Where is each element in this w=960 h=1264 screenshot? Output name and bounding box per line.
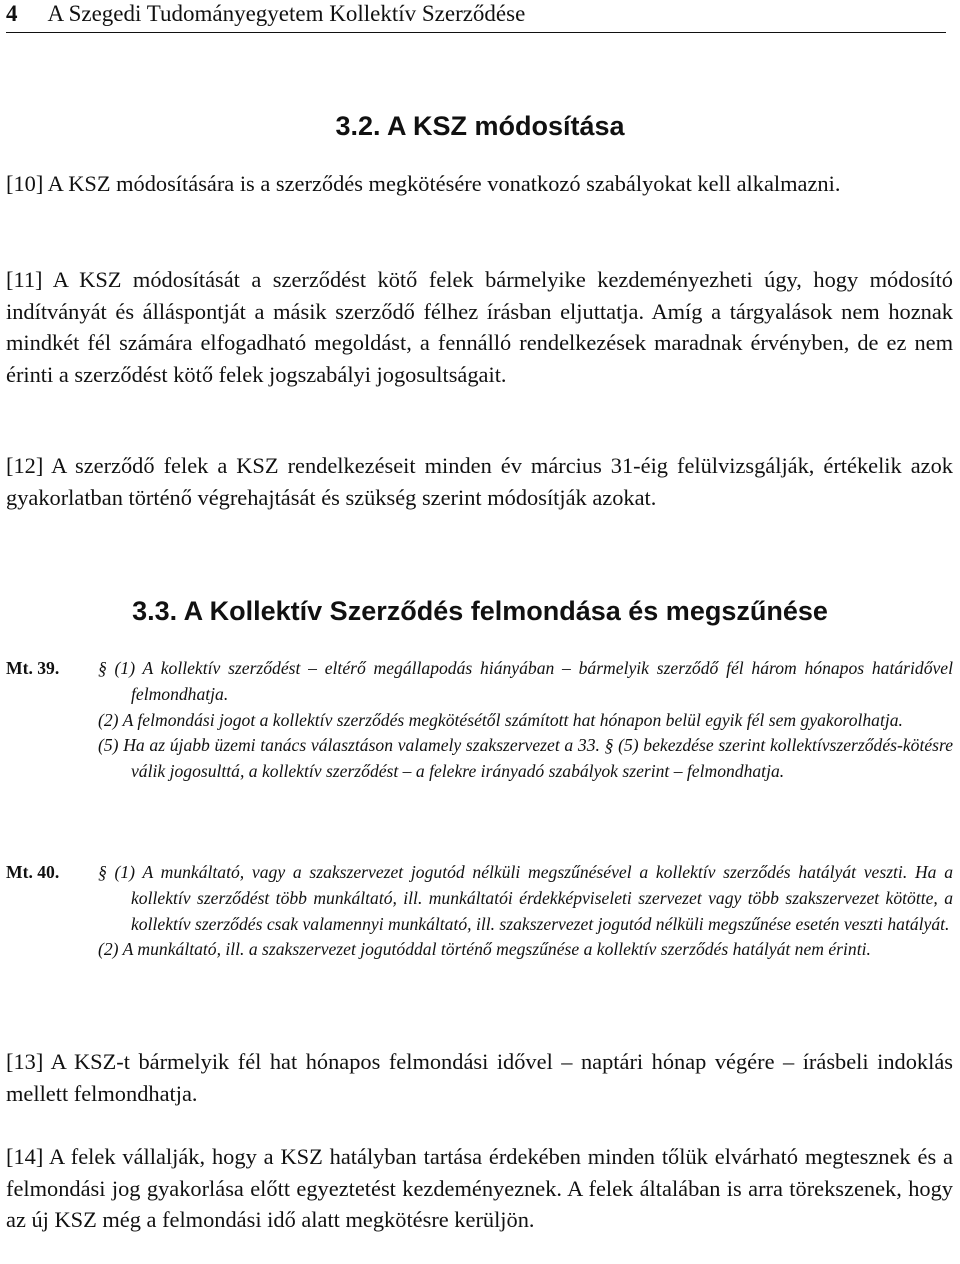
paragraph-14: [14] A felek vállalják, hogy a KSZ hatályban tartása érdekében minden tőlük elvárható megtesznek és a felmondási jog gyakorlása előtt egyeztetést kezdeményeznek. A felek általában is arra törekszenek, hogy az új KSZ még a felmondási idő alatt megkötésre kerüljön.	[6, 1144, 953, 1232]
law-mt-40	[6, 860, 953, 963]
law-label: Mt. 39.	[6, 658, 60, 678]
law-label: Mt. 40.	[6, 862, 60, 882]
law-subsection: (5) Ha az újabb üzemi tanács választáson valamely szakszervezet a 33. § (5) bekezdése szerint kollektívszerződés-kötésre válik jogosulttá, a kollektív szerződést – a felekre irányadó szabályok szerint – felmondhatja.	[98, 735, 953, 782]
running-header	[6, 0, 946, 33]
paragraph-12: [12] A szerződő felek a KSZ rendelkezéseit minden év március 31-éig felülvizsgálják, értékelik azok gyakorlatban történő végrehajtását és szükség szerint módosítják azokat.	[6, 453, 953, 510]
law-subsection: § (1) A kollektív szerződést – eltérő megállapodás hiányában – bármelyik szerződő fél három hónapos határidővel felmondhatja.	[98, 658, 953, 704]
law-subsection: § (1) A munkáltató, vagy a szakszervezet jogutód nélküli megszűnésével a kollektív szerződés hatályát veszti. Ha a kollektív szerződést több munkáltató, ill. munkáltatói érdekképviseleti szervezet vagy több szakszervezet kötötte, a kollektív szerződés csak valamennyi munkáltató, ill. szakszervezet jogutód nélküli megszűnése esetén veszti hatályát.	[98, 862, 953, 934]
page-number: 4	[6, 1, 18, 26]
header-title: A Szegedi Tudományegyetem Kollektív Szerződése	[47, 1, 526, 26]
section-heading-3-3: 3.3. A Kollektív Szerződés felmondása és megszűnése	[132, 596, 828, 626]
paragraph-13: [13] A KSZ-t bármelyik fél hat hónapos felmondási idővel – naptári hónap végére – írásbeli indoklás mellett felmondhatja.	[6, 1049, 953, 1106]
law-mt-39	[6, 656, 953, 785]
law-subsection: (2) A munkáltató, ill. a szakszervezet jogutóddal történő megszűnése a kollektív szerződés hatályát nem érinti.	[98, 939, 871, 960]
section-heading-3-2: 3.2. A KSZ módosítása	[335, 111, 625, 141]
paragraph-11: [11] A KSZ módosítását a szerződést kötő felek bármelyike kezdeményezheti úgy, hogy módosító indítványát és álláspontját a másik szerződő félhez írásban eljuttatja. Amíg a tárgyalások nem hoznak mindkét fél számára elfogadható megoldást, a fennálló rendelkezések maradnak érvényben, de ez nem érinti a szerződést kötő felek jogszabályi jogosultságait.	[6, 267, 953, 387]
paragraph-10: [10] A KSZ módosítására is a szerződés megkötésére vonatkozó szabályokat kell alkalmazni.	[6, 171, 841, 196]
law-subsection: (2) A felmondási jogot a kollektív szerződés megkötésétől számított hat hónapon belül egyik fél sem gyakorolhatja.	[98, 709, 903, 730]
